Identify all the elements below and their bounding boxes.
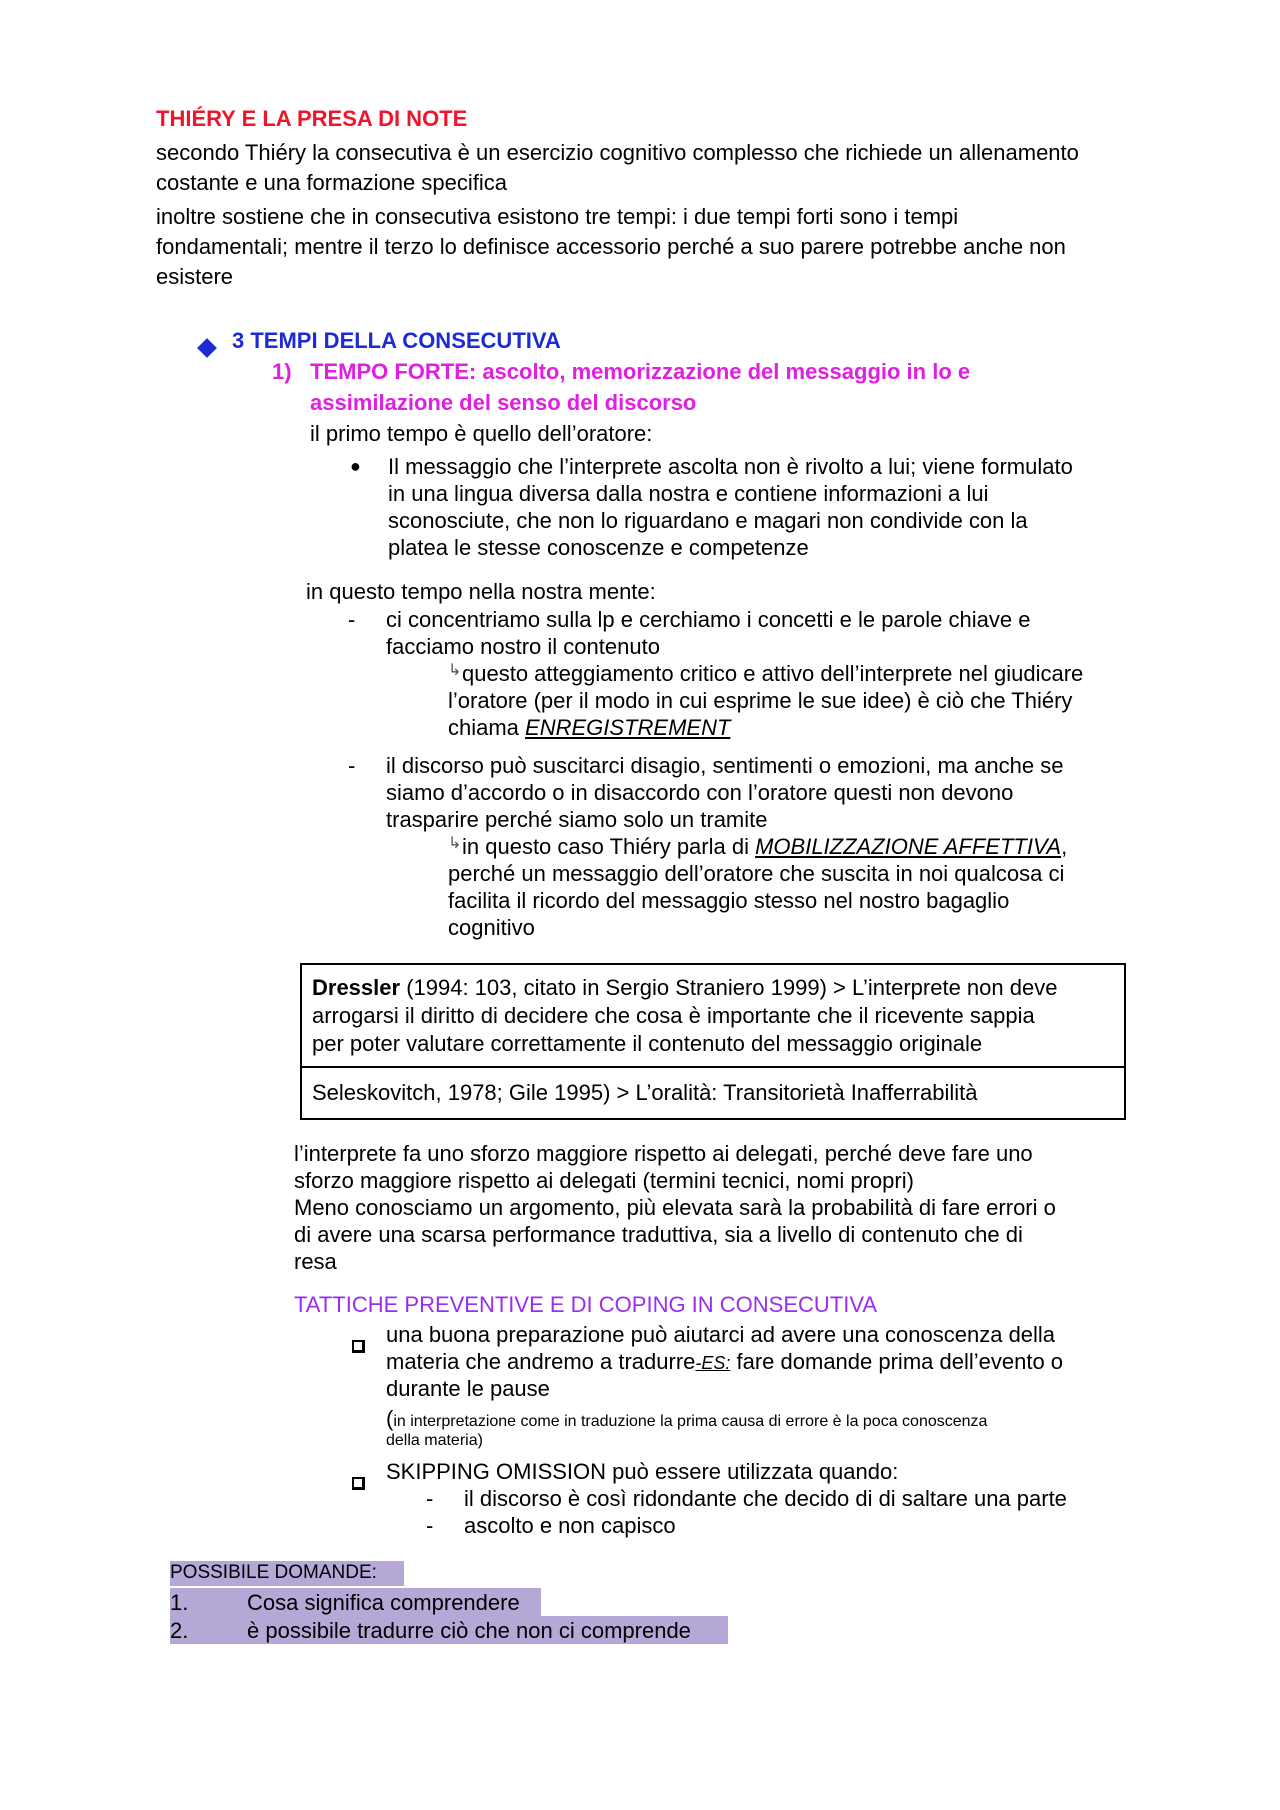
- note-text: in interpretazione come in traduzione la prima causa di errore è la poca conoscenza: [393, 1413, 988, 1430]
- bullet-line-4: platea le stesse conoscenze e competenze: [388, 535, 809, 560]
- question-2: [170, 1616, 728, 1644]
- es-label: -ES:: [695, 1353, 731, 1373]
- intro-paragraph-1-line-1: secondo Thiéry la consecutiva è un esercizio cognitivo complesso che richiede un allenamento: [156, 140, 1079, 165]
- question-text: è possibile tradurre ciò che non ci comprende: [247, 1618, 691, 1643]
- intro-paragraph-2-line-2: fondamentali; mentre il terzo lo definisce accessorio perché a suo parere potrebbe anche non: [156, 234, 1066, 259]
- item-heading-line-1: TEMPO FORTE: ascolto, memorizzazione del messaggio in lo e: [310, 359, 971, 384]
- tactic-1-line-1: una buona preparazione può aiutarci ad avere una conoscenza della: [386, 1322, 1056, 1347]
- after-line-3: Meno conosciamo un argomento, più elevata sarà la probabilità di fare errori o: [294, 1195, 1056, 1220]
- dash-marker: -: [426, 1486, 434, 1511]
- bullet-line-2: in una lingua diversa dalla nostra e contiene informazioni a lui: [388, 481, 989, 506]
- citation-row-1-text: (1994: 103, citato in Sergio Straniero 1999) > L’interprete non deve: [400, 975, 1058, 1000]
- question-number: 2.: [170, 1618, 189, 1643]
- citation-row-1-line-2: arrogarsi il diritto di decidere che cosa è importante che il ricevente sappia: [312, 1002, 1035, 1028]
- citation-row-dressler: [302, 965, 1124, 1066]
- after-line-2: sforzo maggiore rispetto ai delegati (termini tecnici, nomi propri): [294, 1168, 914, 1193]
- after-line-4: di avere una scarsa performance traduttiva, sia a livello di contenuto che di: [294, 1222, 1023, 1247]
- arrow-1-text: chiama: [448, 715, 526, 740]
- arrow-1-line-3: [448, 713, 730, 743]
- checkbox-bullet-icon: [352, 1468, 365, 1498]
- dash-2-line-3: trasparire perché siamo solo un tramite: [386, 807, 768, 832]
- arrow-2-line-3: facilita il ricordo del messaggio stesso nel nostro bagaglio: [448, 888, 1010, 913]
- tactic-1-line-2: [386, 1347, 1063, 1377]
- page-title: THIÉRY E LA PRESA DI NOTE: [156, 106, 468, 131]
- after-line-5: resa: [294, 1249, 337, 1274]
- enregistrement-term: ENREGISTREMENT: [525, 715, 731, 740]
- dash-1-line-2: facciamo nostro il contenuto: [386, 634, 660, 659]
- questions-heading: POSSIBILE DOMANDE:: [170, 1561, 404, 1586]
- arrow-2-line-4: cognitivo: [448, 915, 535, 940]
- dash-2-line-2: siamo d’accordo o in disaccordo con l’oratore questi non devono: [386, 780, 1014, 805]
- tactic-1-text-end: fare domande prima dell’evento o: [730, 1349, 1064, 1374]
- item-heading-line-2: assimilazione del senso del discorso: [310, 390, 697, 415]
- checkbox-bullet-icon: [352, 1331, 365, 1361]
- item-number: 1): [272, 359, 292, 384]
- citation-row-1-line-3: per poter valutare correttamente il contenuto del messaggio originale: [312, 1030, 983, 1056]
- dash-marker: -: [426, 1513, 434, 1538]
- mind-text: in questo tempo nella nostra mente:: [306, 579, 656, 604]
- dash-1-line-1: ci concentriamo sulla lp e cerchiamo i concetti e le parole chiave e: [386, 607, 1031, 632]
- note-line-2: della materia): [386, 1432, 483, 1449]
- arrow-2-line-1: [462, 832, 1067, 862]
- skip-reason-1: il discorso è così ridondante che decido di di saltare una parte: [464, 1486, 1067, 1511]
- intro-paragraph-1-line-2: costante e una formazione specifica: [156, 170, 507, 195]
- dash-marker: -: [348, 753, 356, 778]
- dash-2-line-1: il discorso può suscitarci disagio, sentimenti o emozioni, ma anche se: [386, 753, 1064, 778]
- arrow-2-text: in questo caso Thiéry parla di: [462, 834, 756, 859]
- citation-row-seleskovitch: [302, 1066, 1124, 1118]
- dressler-name: Dressler: [312, 975, 401, 1000]
- question-number: 1.: [170, 1590, 189, 1615]
- bullet-line-3: sconosciute, che non lo riguardano e magari non condivide con la: [388, 508, 1028, 533]
- citation-row-1-line-1: [312, 974, 1114, 1002]
- citation-box: [300, 963, 1126, 1120]
- first-time-text: il primo tempo è quello dell’oratore:: [310, 421, 653, 446]
- after-line-1: l’interprete fa uno sforzo maggiore rispetto ai delegati, perché deve fare uno: [294, 1141, 1033, 1166]
- bullet-dot-icon: ●: [350, 456, 361, 476]
- question-1: [170, 1588, 541, 1616]
- mobilizzazione-term: MOBILIZZAZIONE AFFETTIVA: [755, 834, 1062, 859]
- question-text: Cosa significa comprendere: [247, 1590, 520, 1615]
- intro-paragraph-2-line-3: esistere: [156, 264, 234, 289]
- arrow-1-line-2: l’oratore (per il modo in cui esprime le sue idee) è ciò che Thiéry: [448, 688, 1073, 713]
- note-paren: (: [386, 1406, 394, 1431]
- section-heading: 3 TEMPI DELLA CONSECUTIVA: [232, 328, 561, 353]
- bullet-line-1: Il messaggio che l’interprete ascolta non è rivolto a lui; viene formulato: [388, 454, 1073, 479]
- arrow-1-line-1: questo atteggiamento critico e attivo dell’interprete nel giudicare: [462, 661, 1084, 686]
- tactic-2: SKIPPING OMISSION può essere utilizzata quando:: [386, 1459, 899, 1484]
- arrow-2-comma: ,: [1061, 834, 1068, 859]
- arrow-icon: ↳: [448, 662, 462, 679]
- tactic-1-line-3: durante le pause: [386, 1376, 550, 1401]
- arrow-2-line-2: perché un messaggio dell’oratore che suscita in noi qualcosa ci: [448, 861, 1065, 886]
- arrow-icon: ↳: [448, 835, 462, 852]
- tactics-heading: TATTICHE PREVENTIVE E DI COPING IN CONSECUTIVA: [294, 1292, 878, 1317]
- diamond-bullet-icon: [200, 333, 214, 363]
- intro-paragraph-2-line-1: inoltre sostiene che in consecutiva esistono tre tempi: i due tempi forti sono i tempi: [156, 204, 959, 229]
- tactic-1-text: materia che andremo a tradurre: [386, 1349, 696, 1374]
- dash-marker: -: [348, 607, 356, 632]
- skip-reason-2: ascolto e non capisco: [464, 1513, 676, 1538]
- citation-row-2-text: Seleskovitch, 1978; Gile 1995) > L’oralità: Transitorietà Inafferrabilità: [312, 1079, 978, 1105]
